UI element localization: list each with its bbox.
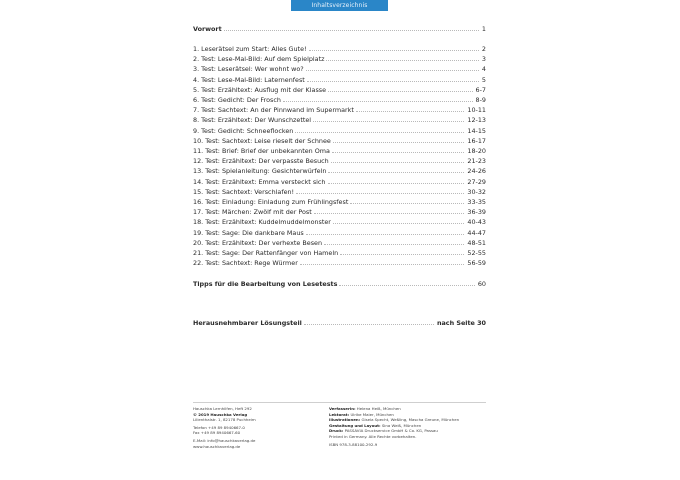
- credit-label: Lektorat:: [329, 411, 350, 417]
- publisher-line: E-Mail: info@hauschkaverlag.de: [193, 437, 256, 443]
- toc-entry[interactable]: [193, 125, 486, 135]
- toc-entry[interactable]: [193, 53, 486, 63]
- toc-title: 20. Test: Erzähltext: Der verhexte Besen: [193, 238, 323, 247]
- dot-leader: [306, 70, 479, 71]
- dot-leader: [296, 193, 464, 194]
- dot-leader: [328, 183, 465, 184]
- credit-value: Sina Weiß, München: [381, 422, 422, 428]
- toc-entry[interactable]: [193, 155, 486, 165]
- dot-leader: [350, 203, 464, 204]
- toc-entry[interactable]: [193, 114, 486, 124]
- toc-page: 10-11: [467, 106, 486, 115]
- toc-entry[interactable]: [193, 104, 486, 114]
- dot-leader: [328, 172, 464, 173]
- toc-entry[interactable]: [193, 186, 486, 196]
- toc-page: 56-59: [467, 259, 486, 268]
- dot-leader: [356, 111, 465, 112]
- toc-page: 4: [481, 65, 486, 74]
- toc-title: 2. Test: Lese-Mal-Bild: Auf dem Spielplatz: [193, 55, 325, 64]
- toc-entry[interactable]: [193, 43, 486, 53]
- toc-entry[interactable]: [193, 196, 486, 206]
- toc-title: 12. Test: Erzähltext: Der verpasste Besuch: [193, 157, 329, 166]
- footer-divider: [193, 402, 486, 403]
- toc-title: 22. Test: Sachtext: Rege Würmer: [193, 259, 298, 268]
- toc-page: nach Seite 30: [436, 319, 486, 327]
- toc-page: 24-26: [467, 167, 486, 176]
- toc-title: 16. Test: Einladung: Einladung zum Frühlingsfest: [193, 198, 349, 206]
- credit-value: Gisela Specht, Weßling, Mascha Greune, München: [361, 417, 460, 423]
- toc-page: 52-55: [467, 249, 486, 257]
- toc-page: 1: [481, 25, 486, 33]
- toc-tips[interactable]: [193, 278, 486, 288]
- dot-leader: [333, 142, 465, 143]
- dot-leader: [328, 91, 473, 92]
- dot-leader: [309, 50, 479, 51]
- toc-page: 36-39: [467, 208, 486, 217]
- toc-entry[interactable]: [193, 206, 486, 216]
- toc-entry[interactable]: [193, 135, 486, 145]
- dot-leader: [307, 81, 479, 82]
- section-header-bar: [291, 0, 388, 11]
- toc-solutions[interactable]: [193, 317, 486, 327]
- toc-page: 16-17: [467, 136, 486, 145]
- toc-page: 18-20: [467, 147, 486, 155]
- toc-page: 60: [477, 280, 486, 288]
- toc-title: Vorwort: [193, 25, 222, 33]
- toc-page: 48-51: [467, 238, 486, 247]
- publisher-line: Fax +49 89 8940667-60: [193, 430, 241, 436]
- dot-leader: [306, 234, 465, 235]
- publisher-line: Lilienthalstr. 1, 82178 Puchheim: [193, 417, 256, 423]
- credit-value: Printed in Germany. Alle Rechte vorbehalten.: [329, 433, 417, 439]
- credit-value: Ulrike Maier, München: [350, 411, 394, 417]
- toc-entry[interactable]: [193, 237, 486, 247]
- toc-title: 17. Test: Märchen: Zwölf mit der Post: [193, 208, 312, 217]
- toc-page: 14-15: [467, 126, 486, 135]
- dot-leader: [332, 152, 465, 153]
- dot-leader: [340, 254, 464, 255]
- dot-leader: [326, 60, 478, 61]
- toc-entry[interactable]: [193, 176, 486, 186]
- toc-title: 18. Test: Erzähltext: Kuddelmuddelmonster: [193, 218, 331, 227]
- dot-leader: [333, 223, 464, 224]
- dot-leader: [313, 121, 464, 122]
- dot-leader: [300, 264, 465, 265]
- toc-preface[interactable]: [193, 23, 486, 33]
- toc-page: 40-43: [467, 218, 486, 227]
- toc-entry[interactable]: [193, 247, 486, 257]
- credit-label: Gestaltung und Layout:: [329, 422, 381, 428]
- toc-title: 19. Test: Sage: Die dankbare Maus: [193, 228, 304, 237]
- toc-page: 44-47: [467, 228, 486, 237]
- toc-title: Tipps für die Bearbeitung von Lesetests: [193, 280, 338, 288]
- dot-leader: [339, 285, 474, 286]
- dot-leader: [314, 213, 465, 214]
- toc-entry[interactable]: [193, 145, 486, 155]
- toc-entry[interactable]: [193, 74, 486, 84]
- toc-page: 30-32: [467, 187, 486, 196]
- toc-title: 5. Test: Erzähltext: Ausflug mit der Klasse: [193, 85, 327, 94]
- credit-label: Illustrationen:: [329, 417, 361, 423]
- toc-title: Herausnehmbarer Lösungsteil: [193, 319, 302, 327]
- toc-entry[interactable]: [193, 63, 486, 73]
- toc-title: 1. Leserätsel zum Start: Alles Gute!: [193, 45, 307, 53]
- credit-line: [329, 442, 459, 448]
- toc-title: 3. Test: Leserätsel: Wer wohnt wo?: [193, 65, 304, 74]
- toc-page: 6-7: [475, 85, 486, 94]
- toc-title: 7. Test: Sachtext: An der Pinnwand im Supermarkt: [193, 106, 354, 115]
- toc-page: 8-9: [475, 96, 486, 104]
- dot-leader: [295, 132, 464, 133]
- toc-entry[interactable]: [193, 257, 486, 267]
- toc-title: 15. Test: Sachtext: Verschlafen!: [193, 187, 295, 196]
- publisher-line: www.hauschkaverlag.de: [193, 443, 241, 449]
- credit-value: PASSAVIA Druckservice GmbH & Co. KG, Passau: [344, 428, 438, 434]
- toc-page: 3: [481, 55, 486, 64]
- toc-title: 10. Test: Sachtext: Leise rieselt der Schnee: [193, 136, 331, 145]
- credit-label: Verfasserin:: [329, 406, 356, 411]
- dot-leader: [304, 324, 434, 325]
- toc-page: 21-23: [467, 157, 486, 166]
- toc-page: 12-13: [467, 116, 486, 125]
- dot-leader: [283, 101, 473, 102]
- toc-title: 13. Test: Spielanleitung: Gesichterwürfeln: [193, 167, 327, 176]
- toc-title: 6. Test: Gedicht: Der Frosch: [193, 96, 281, 104]
- credit-value: ISBN 978-3-88100-292-9: [329, 441, 378, 447]
- toc-entry[interactable]: [193, 227, 486, 237]
- dot-leader: [224, 30, 479, 31]
- toc-entry[interactable]: [193, 94, 486, 104]
- toc-title: 14. Test: Erzähltext: Emma versteckt sich: [193, 177, 326, 186]
- credits-info: [329, 406, 459, 447]
- toc-page: 33-35: [467, 198, 486, 206]
- toc-title: 9. Test: Gedicht: Schneeflocken: [193, 126, 294, 135]
- dot-leader: [331, 162, 465, 163]
- toc-title: 8. Test: Erzähltext: Der Wunschzettel: [193, 116, 312, 125]
- publisher-info: [193, 406, 256, 449]
- toc-title: 11. Test: Brief: Brief der unbekannten Oma: [193, 147, 330, 155]
- dot-leader: [324, 244, 464, 245]
- credit-value: Helena Heiß, München: [356, 406, 401, 411]
- publisher-line: Hauschka Lernhilfen, Heft 292: [193, 406, 252, 411]
- toc-entry[interactable]: [193, 165, 486, 175]
- toc-page: 27-29: [467, 177, 486, 186]
- toc-title: 21. Test: Sage: Der Rattenfänger von Hameln: [193, 249, 339, 257]
- toc-page: 5: [481, 75, 486, 84]
- publisher-line: Telefon +49 89 8940667-0: [193, 424, 245, 430]
- toc-entry[interactable]: [193, 216, 486, 226]
- credit-label: Druck:: [329, 428, 344, 434]
- toc-entry[interactable]: [193, 84, 486, 94]
- toc-title: 4. Test: Lese-Mal-Bild: Laternenfest: [193, 75, 305, 84]
- publisher-line: © 2019 Hauschka Verlag: [193, 411, 248, 417]
- section-title: Inhaltsverzeichnis: [311, 2, 368, 9]
- toc-page: 2: [481, 45, 486, 53]
